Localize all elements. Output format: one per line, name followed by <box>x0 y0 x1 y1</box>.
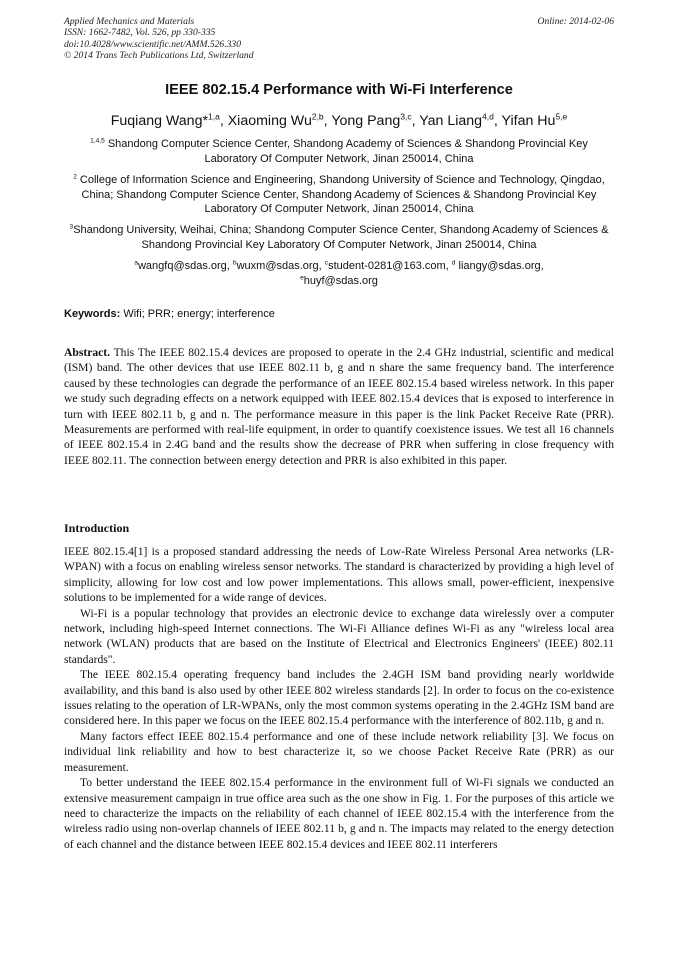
author-name: Yong Pang <box>331 113 401 129</box>
affiliation-sup: 2 <box>73 173 77 181</box>
email-sup: a <box>134 259 138 267</box>
author-sup: 4,d <box>482 111 494 122</box>
email-address[interactable]: huyf@sdas.org <box>303 274 378 287</box>
issn-line: ISSN: 1662-7482, Vol. 526, pp 330-335 <box>64 27 216 39</box>
email-address[interactable]: wangfq@sdas.org, <box>137 260 230 272</box>
paragraph: To better understand the IEEE 802.15.4 performance in the environment full of Wi-Fi signals we conducted an extensive measurement campaign in true office area such as the one show in Fig. 1. For the purposes of this article we need to characterize the impacts on the reliability of each channel of IEEE 802.15.4 with the interference from the wireless radio using non-overlap channels of IEEE 802.11 b, g and n. The impacts may related to the energy detection of each channel and the distance between IEEE 802.15.4 devices and IEEE 802.11 interferers <box>64 776 614 851</box>
author-sup: 1,a <box>208 111 220 122</box>
email-sup: e <box>300 273 304 281</box>
affiliation-2 <box>64 173 614 217</box>
affiliation-sup: 3 <box>69 223 74 231</box>
paragraph: The IEEE 802.15.4 operating frequency band includes the 2.4GH ISM band providing nearly worldwide availability, and this band is also used by other IEEE 802 wireless standards [2]. In order to focus on the co-existence issues relating to the operation of LR-WPANs, only the most common systems operating in the 2.4GHz ISM band are considered here. In this paper we focus on the IEEE 802.15.4 performance with the interference of 802.11b, g and n. <box>64 668 614 728</box>
author-name: Yifan Hu <box>501 113 556 129</box>
affiliation-text: College of Information Science and Engineering, Shandong University of Science and Technology, Qingdao, China; Shandong Computer Science Center, Shandong Academy of Sciences & Shandong Provincial Key Laboratory Of Computer Network, Jinan 250014, China <box>79 174 605 216</box>
email-address[interactable]: wuxm@sdas.org, <box>236 260 322 272</box>
affiliation-sup: 1,4,5 <box>90 137 105 145</box>
doi-line[interactable]: doi:10.4028/www.scientific.net/AMM.526.330 <box>64 38 242 50</box>
paragraph: Many factors effect IEEE 802.15.4 performance and one of these include network reliability [3]. We focus on individual link reliability and how to best characterize it, so we choose Packet Receive Rate (PRR) as our measurement. <box>64 729 614 774</box>
online-date: Online: 2014-02-06 <box>537 16 614 27</box>
email-address[interactable]: student-0281@163.com, <box>328 260 449 272</box>
email-sup: d <box>451 259 456 267</box>
author-sup: 5,e <box>555 111 568 122</box>
abstract-text: This The IEEE 802.15.4 devices are proposed to operate in the 2.4 GHz industrial, scientific and medical (ISM) band. The other devices that use IEEE 802.11 b, g and n share the same frequency band. The interference caused by these technologies can degrade the performance of an IEEE 802.15.4 based wireless network. In this paper we study such degrading effects on a network equipped with IEEE 802.15.4 devices that is exposed to interference in turn with IEEE 802.11 b, g and n. The performance measure in this paper is the link Packet Receive Rate (PRR). Measurements are performed with real-life equipment, in order to quantify coexistence issues. We test all 16 channels of IEEE 802.15.4 in 2.4G band and the results show the decrease of PRR when suffering in close frequency with IEEE 802.11. The connection between energy detection and PRR is also exhibited in this paper. <box>64 346 614 467</box>
email-sup: b <box>232 259 237 267</box>
author-name: Yan Liang <box>419 113 483 129</box>
author-sup: 2,b <box>311 111 324 122</box>
email-address[interactable]: liangy@sdas.org, <box>458 260 544 272</box>
author-name: Fuqiang Wang* <box>110 113 208 129</box>
paper-title: IEEE 802.15.4 Performance with Wi-Fi Interference <box>165 82 513 98</box>
journal-header <box>64 16 614 62</box>
abstract-label: Abstract. <box>64 346 111 359</box>
author-list: Fuqiang Wang*$^{1,a}$, Xiaoming Wu$^{2,b}$, Yong Pang$^{3,c}$, Yan Liang$^{4,d}$, Yifan Hu$^{5,e}$ <box>110 111 568 129</box>
journal-name: Applied Mechanics and Materials <box>64 16 195 27</box>
affiliation-3 <box>64 223 614 252</box>
keywords-label: Keywords: <box>64 308 121 320</box>
keywords <box>64 308 614 320</box>
paragraph: Wi-Fi is a popular technology that provides an electronic device to exchange data wirelessly over a computer network, including high-speed Internet connections. The Wi-Fi Alliance defines Wi-Fi as any "wireless local area network (WLAN) products that are based on the Institute of Electrical and Electronics Engineers' (IEEE) 802.11 standards". <box>64 606 614 666</box>
affiliation-1 <box>64 137 614 166</box>
paragraph: IEEE 802.15.4[1] is a proposed standard addressing the needs of Low-Rate Wireless Personal Area networks (LR-WPAN) with a focus on enabling wireless sensor networks. The standard is characterized by providing a high level of simplicity, allowing for low cost and low power implementations. This allows small, power-efficient, inexpensive solutions to be implemented for a wide range of devices. <box>64 545 614 605</box>
affiliation-text: Shandong University, Weihai, China; Shandong Computer Science Center, Shandong Academy of Sciences & Shandong Provincial Key Laboratory Of Computer Network, Jinan 250014, China <box>73 224 609 251</box>
abstract <box>64 345 614 468</box>
author-sup: 3,c <box>400 111 412 122</box>
author-name: Xiaoming Wu <box>227 113 312 129</box>
email-sup: c <box>324 259 329 267</box>
email-list <box>64 259 614 288</box>
section-heading-introduction: Introduction <box>64 521 130 535</box>
introduction-body <box>64 544 614 852</box>
copyright-line: © 2014 Trans Tech Publications Ltd, Switzerland <box>64 50 254 62</box>
affiliation-text: Shandong Computer Science Center, Shandong Academy of Sciences & Shandong Provincial Key Laboratory Of Computer Network, Jinan 250014, China <box>107 138 588 165</box>
keywords-text: Wifi; PRR; energy; interference <box>123 308 275 320</box>
